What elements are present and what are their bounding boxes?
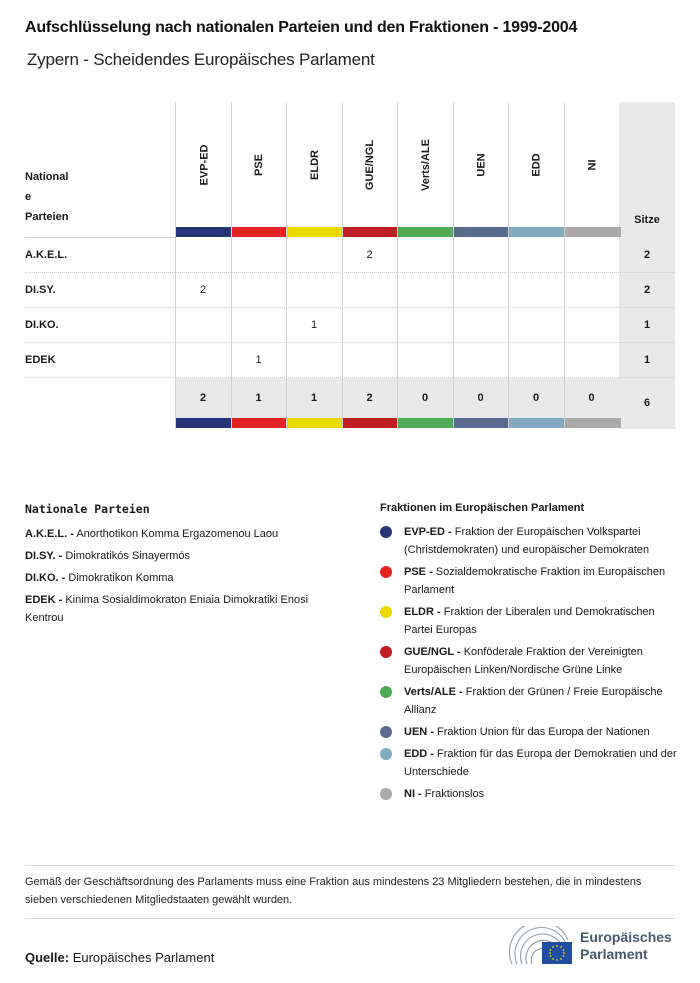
table-row (25, 343, 675, 378)
group-color-bar (287, 418, 343, 428)
page-title: Aufschlüsselung nach nationalen Parteien und den Fraktionen - 1999-2004 (25, 19, 578, 36)
party-fullname: Dimokratikon Komma (65, 572, 174, 584)
column-header (176, 102, 232, 227)
party-name: DI.SY. (25, 284, 56, 296)
column-header (565, 102, 621, 227)
column-header (509, 102, 565, 227)
group-abbr: UEN - (404, 726, 434, 738)
group-legend-item (380, 683, 680, 719)
divider (25, 865, 675, 866)
group-abbr: Verts/ALE - (404, 686, 463, 698)
group-color-bar (176, 418, 232, 428)
column-header-label: EVP-ED (198, 144, 210, 185)
group-color-bar (176, 227, 232, 237)
seat-cell: 1 (310, 319, 318, 331)
party-abbr: A.K.E.L. - (25, 528, 74, 540)
group-color-bar (343, 418, 399, 428)
logo-line-2: Parlament (580, 946, 648, 962)
group-color-bar (232, 418, 288, 428)
group-color-bar (454, 227, 510, 237)
national-party-item (25, 591, 345, 627)
group-fullname: Fraktion für das Europa der Demokratien und der Unterschiede (404, 748, 677, 778)
column-total: 0 (532, 392, 540, 404)
seat-table (25, 102, 675, 429)
groups-legend-title: Fraktionen im Europäischen Parlament (380, 502, 585, 514)
column-header (454, 102, 510, 227)
legend-dot-icon (380, 788, 392, 800)
row-separator (25, 377, 675, 378)
column-total: 0 (477, 392, 484, 404)
logo-line-1: Europäisches (580, 929, 672, 945)
group-legend-item (380, 603, 680, 639)
group-color-bar (509, 418, 565, 428)
party-abbr: DI.SY. - (25, 550, 63, 562)
group-abbr: EVP-ED - (404, 526, 452, 538)
column-header-label: NI (586, 159, 599, 170)
column-header-label: GUE/NGL (364, 139, 377, 190)
legend-dot-icon (380, 748, 392, 760)
row-header: National e Parteien (25, 171, 69, 223)
table-row (25, 238, 675, 273)
hemicycle-flag-icon (508, 926, 578, 970)
divider (25, 918, 675, 919)
column-header (343, 102, 399, 227)
national-party-item (25, 525, 345, 543)
group-legend-item (380, 785, 680, 803)
column-total: 1 (310, 392, 318, 404)
group-abbr: PSE - (404, 566, 433, 578)
column-total: 2 (199, 392, 207, 404)
column-total: 0 (421, 392, 429, 404)
group-abbr: NI - (404, 788, 422, 800)
group-color-bar (398, 227, 454, 237)
group-abbr: ELDR - (404, 606, 441, 618)
column-header-label: EDD (530, 152, 543, 177)
group-color-bar (287, 227, 343, 237)
group-legend-item (380, 643, 680, 679)
national-legend-title: Nationale Parteien (25, 502, 150, 516)
total-header: Sitze (634, 214, 660, 226)
national-parties-legend (25, 502, 345, 631)
group-color-bar (454, 418, 510, 428)
group-color-bar (343, 227, 399, 237)
seat-cell: 2 (199, 284, 207, 296)
row-total: 1 (643, 354, 651, 366)
group-color-bar (232, 227, 288, 237)
page-subtitle: Zypern - Scheidendes Europäisches Parlament (27, 50, 375, 69)
source-value: Europäisches Parlament (69, 950, 215, 965)
logo-text (580, 929, 672, 963)
column-total: 0 (588, 392, 595, 404)
group-color-bar (509, 227, 565, 237)
group-fullname: Konföderale Fraktion der Vereinigten Europäischen Linken/Nordische Grüne Linke (404, 646, 643, 676)
source (25, 950, 214, 965)
party-fullname: Dimokratikós Sinayermós (62, 550, 191, 562)
party-abbr: DI.KO. - (25, 572, 66, 584)
grand-total: 6 (643, 397, 651, 409)
table-row (25, 273, 675, 308)
group-color-bar (565, 227, 621, 237)
row-total: 2 (643, 249, 651, 261)
row-total: 1 (643, 319, 651, 331)
group-abbr: EDD - (404, 748, 434, 760)
table-row (25, 308, 675, 343)
group-color-bar (565, 418, 621, 428)
legend-dot-icon (380, 726, 392, 738)
national-party-item (25, 547, 345, 565)
group-fullname: Fraktion Union für das Europa der Nationen (433, 726, 650, 738)
group-fullname: Fraktionslos (421, 788, 485, 800)
column-header-label: Verts/ALE (420, 138, 432, 191)
group-legend-item (380, 563, 680, 599)
footnote: Gemäß der Geschäftsordnung des Parlaments muss eine Fraktion aus mindestens 23 Mitgliedern bestehen, die in mindestens sieben verschiedenen Mitgliedstaaten gewählt wurden. (25, 876, 642, 906)
group-fullname: Sozialdemokratische Fraktion im Europäischen Parlament (404, 566, 666, 596)
seat-cell: 2 (366, 249, 373, 261)
groups-legend (380, 502, 680, 807)
party-abbr: EDEK - (25, 594, 63, 606)
group-legend-item (380, 745, 680, 781)
legend-dot-icon (380, 646, 392, 658)
column-header-label: PSE (253, 153, 266, 176)
ep-logo (508, 926, 678, 970)
party-name: A.K.E.L. (25, 249, 68, 261)
column-header (287, 102, 343, 227)
national-party-item (25, 569, 345, 587)
group-fullname: Fraktion der Europäischen Volkspartei (Christdemokraten) und europäischer Demokraten (404, 526, 650, 556)
legend-dot-icon (380, 686, 392, 698)
column-header-label: UEN (475, 152, 488, 177)
legend-dot-icon (380, 526, 392, 538)
column-header (232, 102, 288, 227)
group-fullname: Fraktion der Grünen / Freie Europäische Allianz (404, 686, 663, 716)
group-color-bar (398, 418, 454, 428)
group-fullname: Fraktion der Liberalen und Demokratischen Partei Europas (404, 606, 655, 636)
group-abbr: GUE/NGL - (404, 646, 461, 658)
seat-cell: 1 (255, 354, 262, 366)
legend-dot-icon (380, 606, 392, 618)
legend-dot-icon (380, 566, 392, 578)
source-label: Quelle: (25, 950, 70, 965)
party-fullname: Kinima Sosialdimokraton Eniaia Dimokratiki Enosi Kentrou (25, 594, 309, 624)
column-header-label: ELDR (308, 149, 321, 180)
row-total: 2 (643, 284, 651, 296)
column-total: 2 (366, 392, 373, 404)
party-fullname: Anorthotikon Komma Ergazomenou Laou (73, 528, 279, 540)
column-total: 1 (255, 392, 262, 404)
party-name: EDEK (25, 354, 56, 366)
column-header (398, 102, 454, 227)
group-legend-item (380, 523, 680, 559)
party-name: DI.KO. (25, 319, 59, 331)
group-legend-item (380, 723, 680, 741)
